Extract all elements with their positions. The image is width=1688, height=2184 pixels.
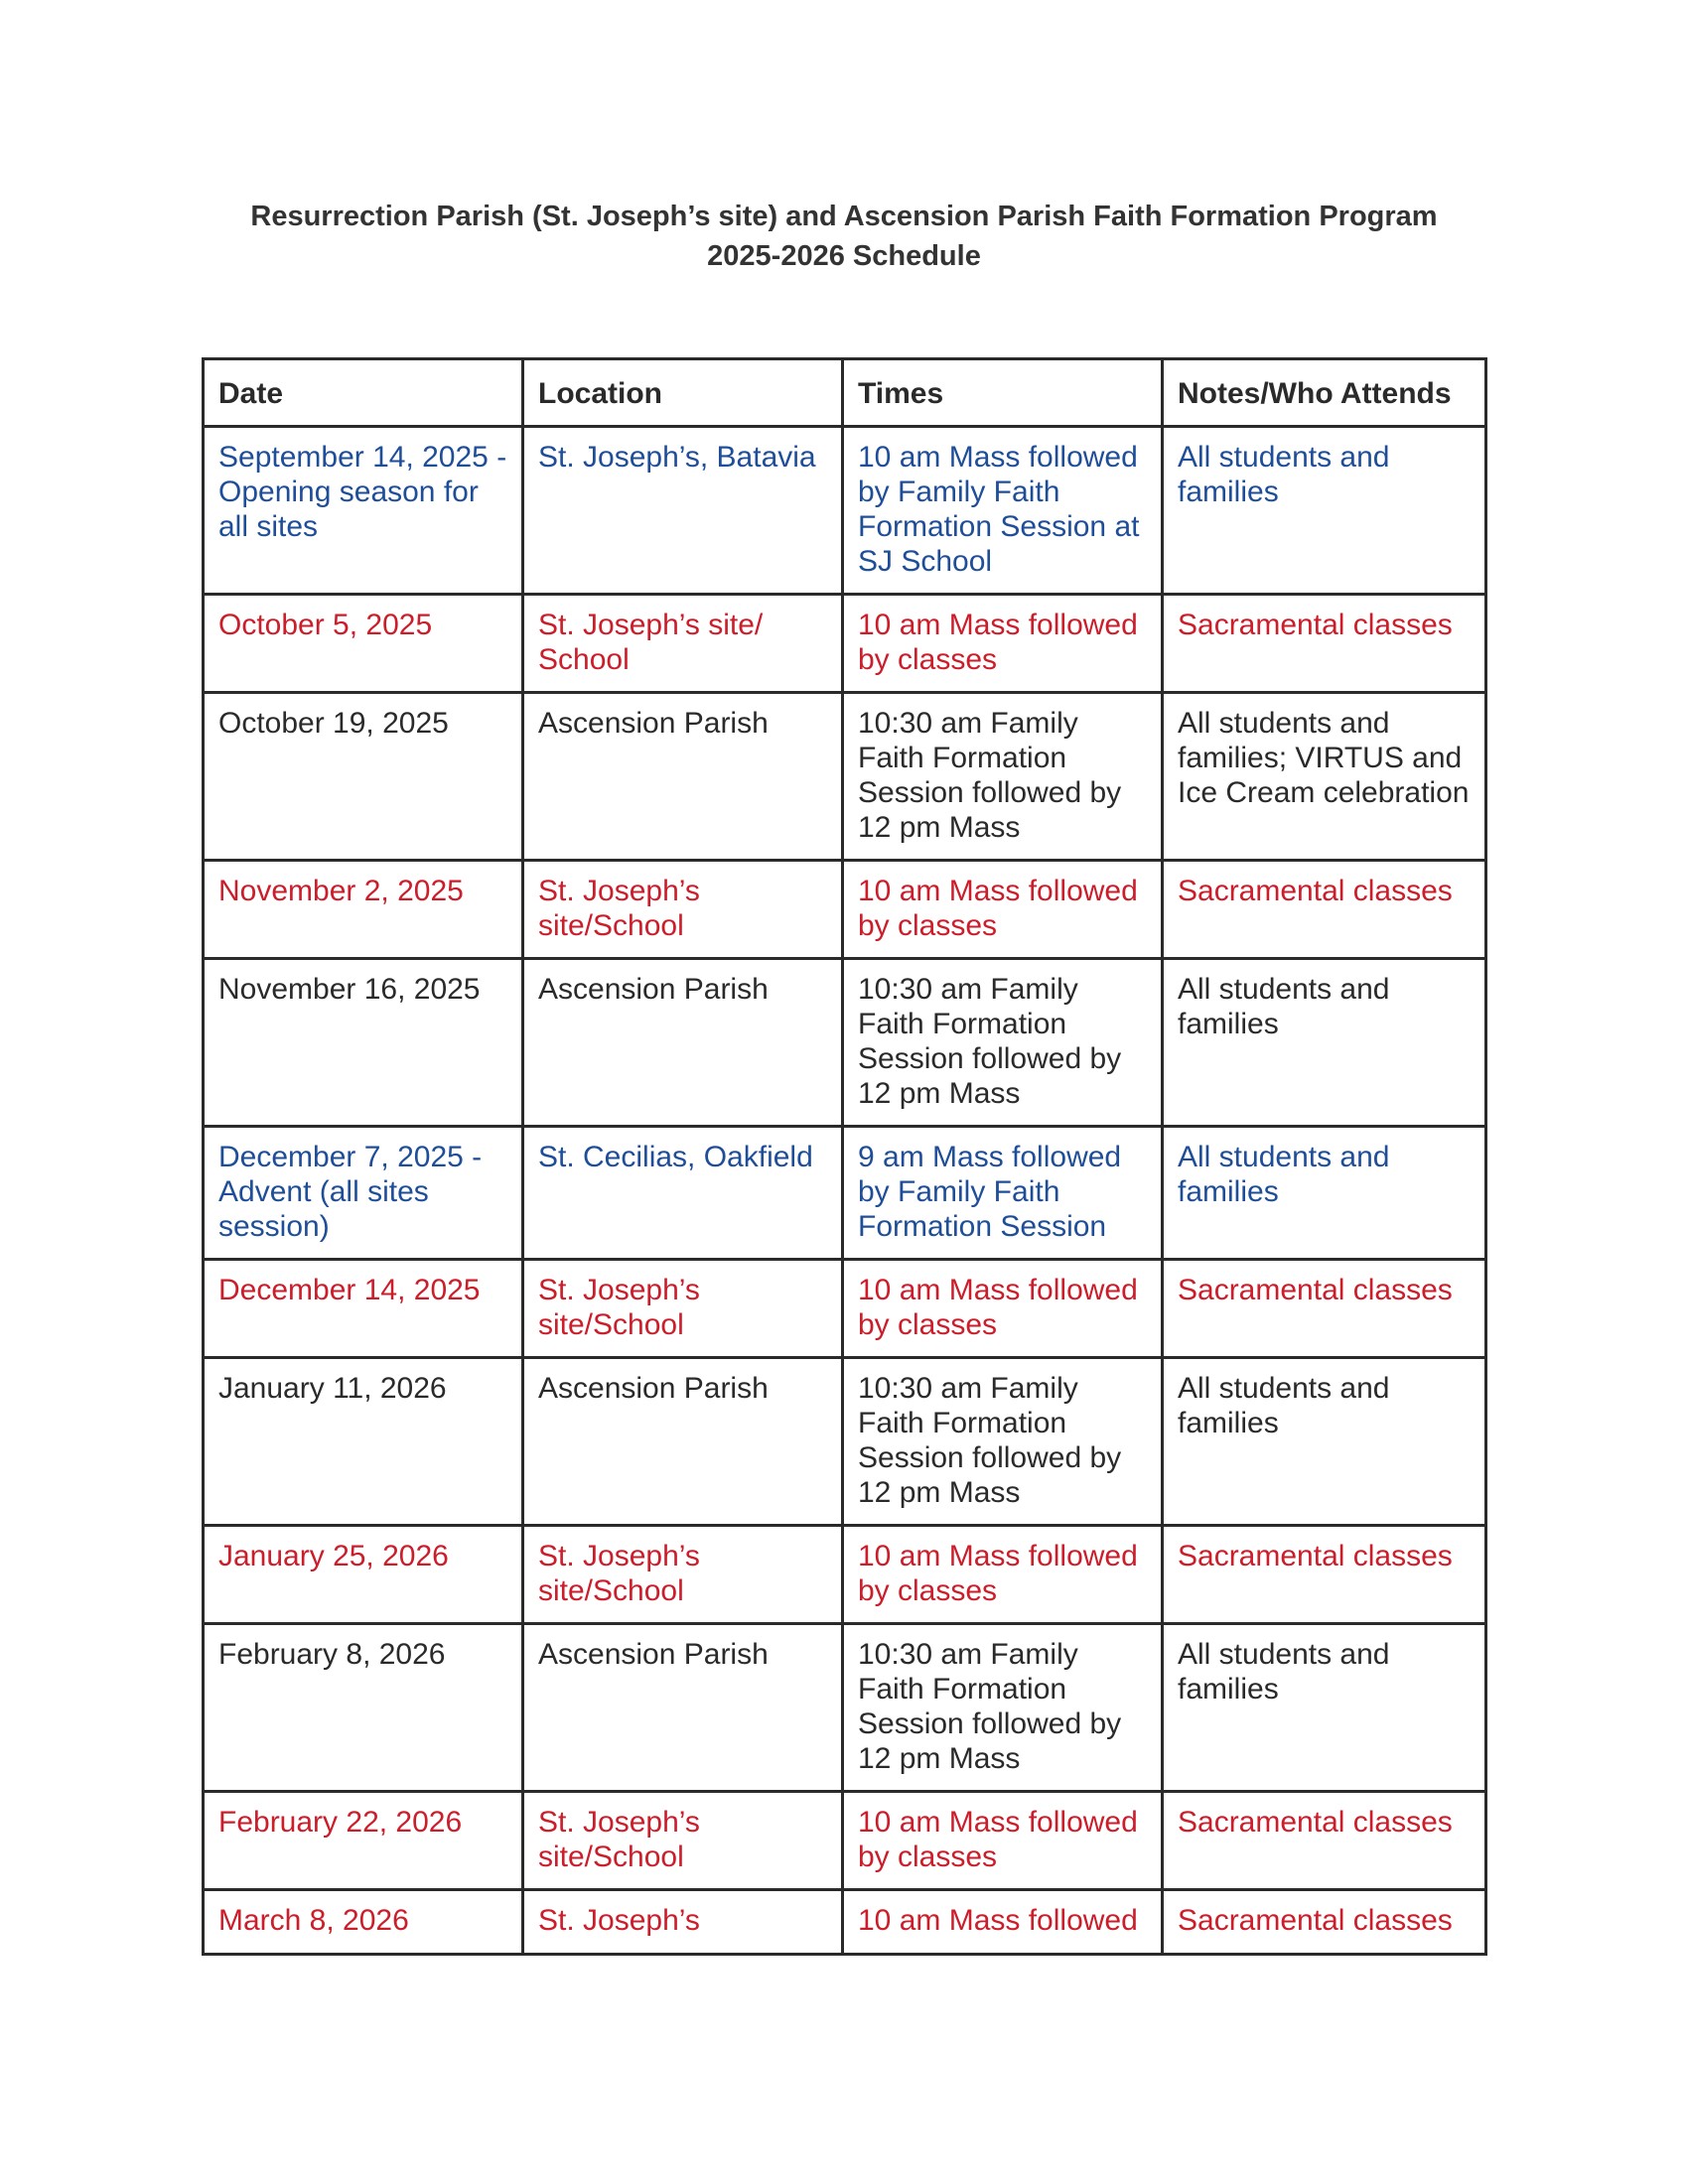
table-row [204,595,1486,693]
cell-times: 10 am Mass followed by classes [843,1792,1163,1890]
cell-times: 10:30 am Family Faith Formation Session followed by 12 pm Mass [843,693,1163,861]
title-line-1: Resurrection Parish (St. Joseph’s site) and Ascension Parish Faith Formation Program [250,201,1438,232]
header-location: Location [523,359,843,427]
cell-date: October 19, 2025 [204,693,523,861]
cell-location: Ascension Parish [523,959,843,1127]
cell-notes: Sacramental classes [1163,1890,1486,1955]
cell-location: St. Joseph’s [523,1890,843,1955]
cell-notes: Sacramental classes [1163,861,1486,959]
cell-notes: Sacramental classes [1163,1260,1486,1358]
title-line-2: 2025-2026 Schedule [707,240,981,272]
cell-date: January 25, 2026 [204,1526,523,1624]
cell-notes: All students and families [1163,1624,1486,1792]
table-row [204,693,1486,861]
cell-date: March 8, 2026 [204,1890,523,1955]
cell-notes: All students and families; VIRTUS and Ice Cream celebration [1163,693,1486,861]
cell-location: St. Joseph’s site/School [523,1792,843,1890]
cell-location: Ascension Parish [523,1358,843,1526]
cell-location: Ascension Parish [523,1624,843,1792]
cell-date: February 8, 2026 [204,1624,523,1792]
table-row [204,1358,1486,1526]
cell-location: St. Joseph’s, Batavia [523,427,843,595]
cell-times: 10:30 am Family Faith Formation Session followed by 12 pm Mass [843,959,1163,1127]
header-times: Times [843,359,1163,427]
cell-times: 10 am Mass followed by classes [843,861,1163,959]
table-row [204,861,1486,959]
cell-location: St. Joseph’s site/School [523,1260,843,1358]
cell-location: St. Joseph’s site/ School [523,595,843,693]
header-notes: Notes/Who Attends [1163,359,1486,427]
table-row [204,1624,1486,1792]
table-row [204,1127,1486,1260]
cell-times: 9 am Mass followed by Family Faith Formation Session [843,1127,1163,1260]
table-row [204,1526,1486,1624]
cell-date: October 5, 2025 [204,595,523,693]
cell-notes: Sacramental classes [1163,1792,1486,1890]
table-row [204,1792,1486,1890]
cell-notes: All students and families [1163,1358,1486,1526]
table-row [204,959,1486,1127]
cell-date: September 14, 2025 - Opening season for all sites [204,427,523,595]
table-row [204,1890,1486,1955]
cell-location: Ascension Parish [523,693,843,861]
cell-date: December 7, 2025 - Advent (all sites session) [204,1127,523,1260]
cell-date: November 2, 2025 [204,861,523,959]
cell-notes: Sacramental classes [1163,1526,1486,1624]
cell-times: 10 am Mass followed by Family Faith Formation Session at SJ School [843,427,1163,595]
table-header-row [204,359,1486,427]
cell-times: 10 am Mass followed [843,1890,1163,1955]
cell-date: January 11, 2026 [204,1358,523,1526]
cell-date: February 22, 2026 [204,1792,523,1890]
cell-times: 10 am Mass followed by classes [843,595,1163,693]
cell-times: 10 am Mass followed by classes [843,1526,1163,1624]
table-row [204,427,1486,595]
cell-location: St. Joseph’s site/School [523,861,843,959]
cell-notes: Sacramental classes [1163,595,1486,693]
cell-date: November 16, 2025 [204,959,523,1127]
header-date: Date [204,359,523,427]
document-title [199,197,1489,276]
cell-notes: All students and families [1163,959,1486,1127]
cell-times: 10:30 am Family Faith Formation Session followed by 12 pm Mass [843,1624,1163,1792]
schedule-table [202,357,1487,1956]
cell-notes: All students and families [1163,427,1486,595]
cell-date: December 14, 2025 [204,1260,523,1358]
cell-times: 10 am Mass followed by classes [843,1260,1163,1358]
cell-location: St. Joseph’s site/School [523,1526,843,1624]
cell-notes: All students and families [1163,1127,1486,1260]
cell-times: 10:30 am Family Faith Formation Session followed by 12 pm Mass [843,1358,1163,1526]
table-row [204,1260,1486,1358]
cell-location: St. Cecilias, Oakfield [523,1127,843,1260]
